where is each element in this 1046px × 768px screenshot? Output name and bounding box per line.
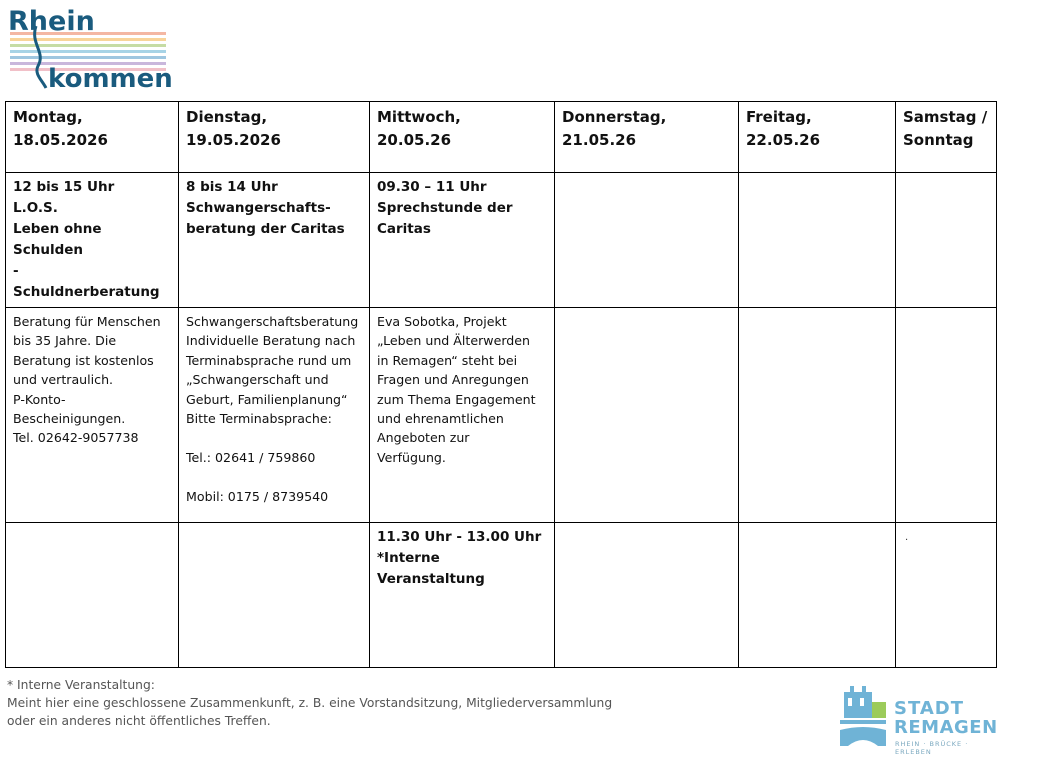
stadt-remagen-logo — [838, 684, 1000, 756]
event-title-row — [6, 173, 997, 308]
description-tuesday: Schwangerschaftsberatung Individuelle Beratung nach Terminabsprache rund um „Schwangerschaft und Geburt, Familienplanung“ Bitte Terminabsprache: Tel.: 02641 / 759860 Mobil: 0175 / 8739540 — [179, 308, 370, 523]
row4-monday-empty — [6, 523, 179, 668]
weekend-dot: . — [905, 532, 909, 543]
internal-event-row — [6, 523, 997, 668]
footnote-line: * Interne Veranstaltung: — [7, 678, 155, 692]
day-header-row — [6, 102, 997, 173]
description-weekend-empty — [896, 308, 997, 523]
row4-thursday-empty — [555, 523, 739, 668]
day-friday: Freitag, 22.05.26 — [739, 102, 896, 173]
remagen-tagline: RHEIN · BRÜCKE · ERLEBEN — [895, 740, 969, 756]
description-thursday-empty — [555, 308, 739, 523]
remagen-line2: REMAGEN — [894, 717, 998, 738]
day-wednesday: Mittwoch, 20.05.26 — [370, 102, 555, 173]
remagen-line1: STADT — [894, 698, 964, 719]
footnote — [7, 676, 612, 730]
day-thursday: Donnerstag, 21.05.26 — [555, 102, 739, 173]
event-weekend-empty — [896, 173, 997, 308]
event-tuesday: 8 bis 14 Uhr Schwangerschafts- beratung der Caritas — [179, 173, 370, 308]
day-tuesday: Dienstag, 19.05.2026 — [179, 102, 370, 173]
row4-weekend — [896, 523, 997, 668]
day-weekend: Samstag / Sonntag — [896, 102, 997, 173]
description-monday: Beratung für Menschen bis 35 Jahre. Die Beratung ist kostenlos und vertraulich. P-Konto- Bescheinigungen. Tel. 02642-9057738 — [6, 308, 179, 523]
internal-event-wednesday: 11.30 Uhr - 13.00 Uhr *Interne Veranstaltung — [370, 523, 555, 668]
event-monday: 12 bis 15 Uhr L.O.S. Leben ohne Schulden - Schuldnerberatung — [6, 173, 179, 308]
event-monday-sub: - Schuldnerberatung — [13, 263, 160, 300]
row4-friday-empty — [739, 523, 896, 668]
description-wednesday: Eva Sobotka, Projekt „Leben und Älterwerden in Remagen“ steht bei Fragen und Anregungen zum Thema Engagement und ehrenamtlichen Angeboten zur Verfügung. — [370, 308, 555, 523]
remagen-bridge-icon — [838, 684, 892, 750]
logo-kommen-text: kommen — [48, 64, 173, 94]
description-row — [6, 308, 997, 523]
footnote-line: oder ein anderes nicht öffentliches Treffen. — [7, 714, 271, 728]
day-monday: Montag, 18.05.2026 — [6, 102, 179, 173]
event-friday-empty — [739, 173, 896, 308]
event-thursday-empty — [555, 173, 739, 308]
row4-tuesday-empty — [179, 523, 370, 668]
logo-rhein-text: Rhein — [8, 6, 95, 37]
rhein-kommen-logo — [8, 4, 173, 96]
weekly-schedule-table — [5, 101, 997, 668]
event-wednesday: 09.30 – 11 Uhr Sprechstunde der Caritas — [370, 173, 555, 308]
footnote-line: Meint hier eine geschlossene Zusammenkunft, z. B. eine Vorstandsitzung, Mitgliederversammlung — [7, 696, 613, 710]
description-friday-empty — [739, 308, 896, 523]
